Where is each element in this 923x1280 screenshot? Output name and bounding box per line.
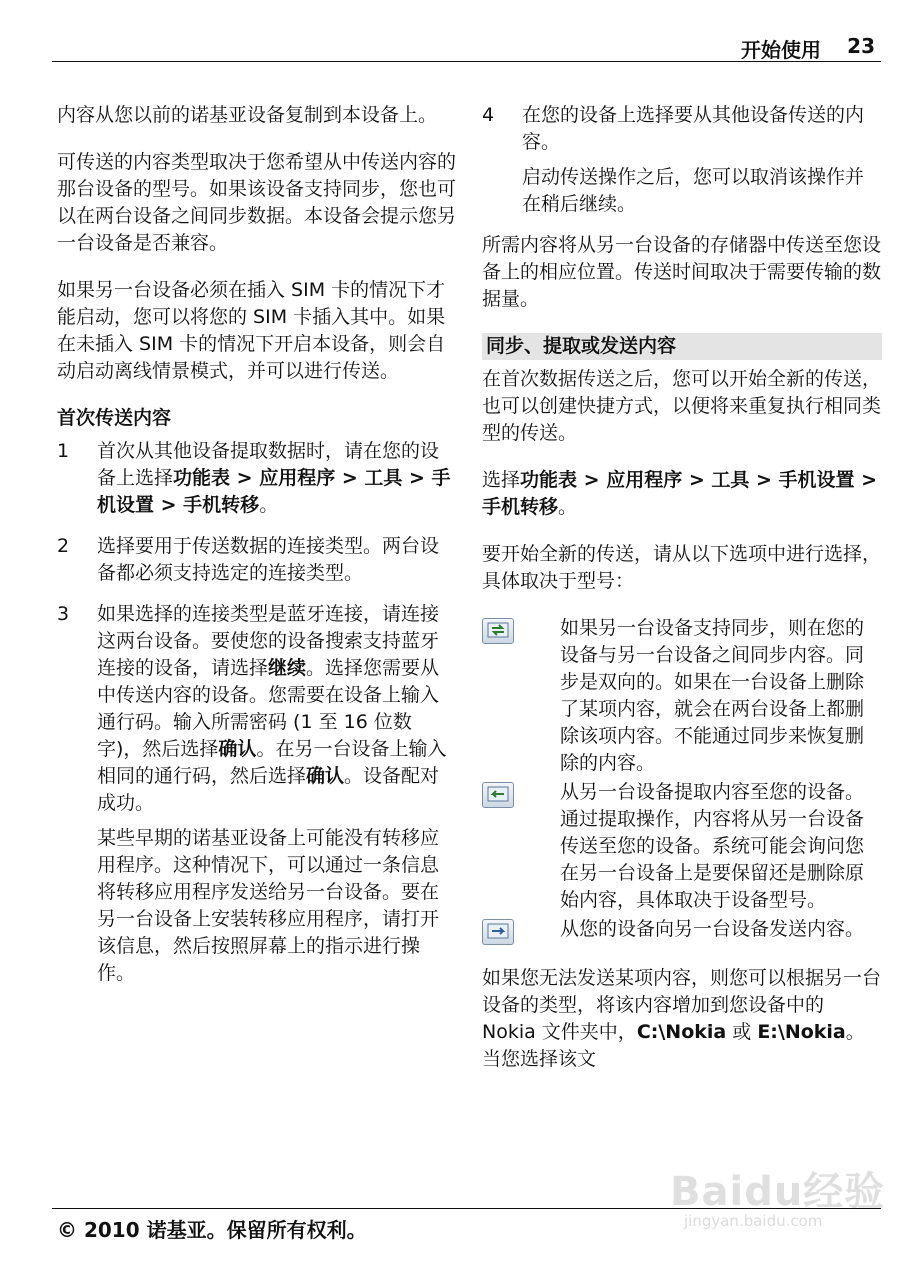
paragraph: 在首次数据传送之后，您可以开始全新的传送，也可以创建快捷方式，以便将来重复执行相同类型的传送。 xyxy=(482,368,882,444)
menu-item-phone-settings: 手机设置 xyxy=(97,467,451,516)
paragraph xyxy=(482,965,882,1073)
path-separator: > xyxy=(682,469,712,491)
step-3 xyxy=(57,601,457,987)
paragraph-text: 。当您选择该文 xyxy=(482,1021,865,1070)
paragraph-text: 如果您无法发送某项内容，则您可以根据另一台设备的类型，将该内容增加到您设备中的 Nokia 文件夹中， xyxy=(482,967,882,1043)
paragraph: 如果另一台设备必须在插入 SIM 卡的情况下才能启动，您可以将您的 SIM 卡插入其中。如果在未插入 SIM 卡的情况下开启本设备，则会自动启动离线情景模式，并可以进行传送。 xyxy=(57,279,446,382)
menu-item-function: 功能表 xyxy=(520,469,578,491)
step-text: 首次从其他设备提取数据时，请在您的设备上选择 xyxy=(97,440,440,489)
section-title-band: 同步、提取或发送内容 xyxy=(482,333,882,360)
step-text: 。选择您需要从中传送内容的设备。您需要在设备上输入通行码。输入所需密码 (1 至 16 位数字)，然后选择 xyxy=(97,657,440,760)
path-separator: > xyxy=(577,469,607,491)
step-end: 。 xyxy=(259,494,279,516)
paragraph: 内容从您以前的诺基亚设备复制到本设备上。 xyxy=(57,104,438,126)
path-separator: > xyxy=(854,469,878,491)
menu-path xyxy=(482,467,882,521)
path-separator: > xyxy=(230,467,260,489)
option-sync xyxy=(482,615,882,777)
step-1 xyxy=(57,438,457,519)
step-2 xyxy=(57,533,457,587)
menu-item-phone-switch: 手机转移 xyxy=(183,494,260,516)
step-text: 在您的设备上选择要从其他设备传送的内容。 xyxy=(522,104,865,153)
retrieve-icon xyxy=(482,782,514,808)
right-column xyxy=(482,102,882,1093)
step-note: 启动传送操作之后，您可以取消该操作并在稍后继续。 xyxy=(522,166,865,215)
menu-item-phone-settings: 手机设置 xyxy=(778,469,855,491)
section-heading: 首次传送内容 xyxy=(57,407,172,429)
menu-item-tools: 工具 xyxy=(364,467,403,489)
step-number: 2 xyxy=(57,535,70,557)
option-text: 从您的设备向另一台设备发送内容。 xyxy=(560,918,865,940)
confirm-option: 确认 xyxy=(306,765,345,787)
path-separator: > xyxy=(335,467,365,489)
option-text: 从另一台设备提取内容至您的设备。通过提取操作，内容将从另一台设备传送至您的设备。系统可能会询问您在另一台设备上是要保留还是删除原始内容，具体取决于设备型号。 xyxy=(560,781,865,911)
step-number: 1 xyxy=(57,440,70,462)
folder-path-c: C:\Nokia xyxy=(636,1021,727,1043)
path-separator: > xyxy=(749,469,779,491)
footer-divider xyxy=(52,1208,881,1209)
step-number: 4 xyxy=(482,104,495,126)
paragraph: 所需内容将从另一台设备的存储器中传送至您设备上的相应位置。传送时间取决于需要传输的数据量。 xyxy=(482,234,882,310)
watermark-brand: Baidu经验 xyxy=(670,1169,886,1215)
step-text: 。设备配对成功。 xyxy=(97,765,440,814)
menu-item-tools: 工具 xyxy=(711,469,750,491)
paragraph: 可传送的内容类型取决于您希望从中传送内容的那台设备的型号。如果该设备支持同步，您也可以在两台设备之间同步数据。本设备会提示您另一台设备是否兼容。 xyxy=(57,151,457,254)
step-number: 3 xyxy=(57,603,70,625)
option-send xyxy=(482,916,882,943)
send-icon xyxy=(482,919,514,945)
sync-icon xyxy=(482,618,514,644)
menu-item-apps: 应用程序 xyxy=(259,467,336,489)
step-note: 某些早期的诺基亚设备上可能没有转移应用程序。这种情况下，可以通过一条信息将转移应用程序发送给另一台设备。要在另一台设备上安装转移应用程序，请打开该信息，然后按照屏幕上的指示进行操作。 xyxy=(97,827,440,984)
menu-item-apps: 应用程序 xyxy=(606,469,683,491)
page-number: 23 xyxy=(847,34,875,58)
path-lead: 选择 xyxy=(482,469,521,491)
paragraph-text: 或 xyxy=(726,1021,758,1043)
left-column xyxy=(57,102,457,1001)
header-title: 开始使用 xyxy=(741,38,821,62)
page-header xyxy=(52,34,881,62)
watermark xyxy=(660,1160,890,1240)
path-separator: > xyxy=(154,494,184,516)
option-retrieve xyxy=(482,779,882,914)
path-end: 。 xyxy=(558,496,578,518)
watermark-url: jingyan.baidu.com xyxy=(684,1212,823,1230)
step-text: 选择要用于传送数据的连接类型。两台设备都必须支持选定的连接类型。 xyxy=(97,535,440,584)
folder-path-e: E:\Nokia xyxy=(757,1021,846,1043)
paragraph: 要开始全新的传送，请从以下选项中进行选择，具体取决于型号： xyxy=(482,543,882,592)
menu-item-function: 功能表 xyxy=(173,467,231,489)
footer-copyright: © 2010 诺基亚。保留所有权利。 xyxy=(57,1218,367,1242)
step-text: 如果选择的连接类型是蓝牙连接，请连接这两台设备。要使您的设备搜索支持蓝牙连接的设备，请选择 xyxy=(97,603,440,679)
step-text: 。在另一台设备上输入相同的通行码，然后选择 xyxy=(97,738,447,787)
path-separator: > xyxy=(402,467,432,489)
option-text: 如果另一台设备支持同步，则在您的设备与另一台设备之间同步内容。同步是双向的。如果在一台设备上删除了某项内容，就会在两台设备上都删除该项内容。不能通过同步来恢复删除的内容。 xyxy=(560,617,865,774)
continue-option: 继续 xyxy=(268,657,307,679)
confirm-option: 确认 xyxy=(218,738,257,760)
menu-item-phone-switch: 手机转移 xyxy=(482,496,559,518)
step-4 xyxy=(482,102,882,218)
